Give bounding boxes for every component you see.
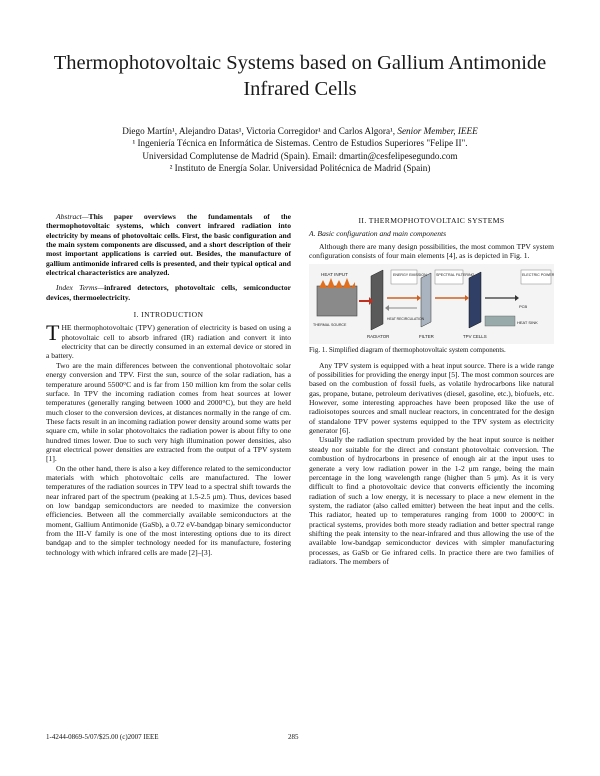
tpv-system-diagram (309, 264, 554, 344)
affiliation-1: ¹ Ingeniería Técnica en Informática de Sistemas. Centro de Estudios Superiores "Felipe II". (132, 138, 468, 149)
tpv-paragraph-2: Any TPV system is equipped with a heat input source. There is a wide range of possibilities for providing the energy input [5]. The most common sources are based on the combustion of fossil fuels, as volatile hydrocarbons like natural gas, propane, butane, petroleum derivatives (diesel, gasoline, etc.), biofuels, etc. However, some interesting approaches have been proposed like the use of radioisotopes sources and small nuclear reactors, in concentrated for the design of standalone TPV power systems equipped to the TPV system as electricity generator [6]. (309, 360, 554, 436)
label-electric-power: ELECTRIC POWER (522, 273, 554, 278)
label-energy-emission: ENERGY EMISSION (393, 273, 427, 278)
author-list: Diego Martín¹, Alejandro Datas¹, Victoria Corregidor¹ and Carlos Algora¹, (122, 126, 396, 136)
label-heat-sink: HEAT SINK (517, 320, 538, 326)
tpv-cell-plate (469, 272, 481, 328)
label-radiator: RADIATOR (367, 334, 390, 340)
figure-1 (309, 264, 554, 344)
index-terms-text: infrared detectors, photovoltaic cells, semiconductor devices, thermoelectricity. (46, 283, 292, 302)
intro-paragraph-3: On the other hand, there is also a key difference related to the semiconductor materials with which photovoltaic cells are manufactured. The lower temperatures of the radiation sources in TPV lead to a spectral shift towards the near infrared part of the spectrum (peaking at 1.5-2.5 μm). Thus, devices based on low bandgap semiconductors are needed to maximize the conversion efficiencies. Between all the commercially available semiconductors at the moment, Gallium Antimonide (GaSb), a 0.72 eV-bandgap binary semiconductor from the III-V family is one of the most interesting options due to its direct bandgap and to the simpler technology needed for its manufacture, fostering technology with which infrared cells are made [2]–[3]. (46, 463, 291, 557)
right-column (309, 212, 554, 566)
figure-1-caption: Fig. 1. Simplified diagram of thermophotovoltaic system components. (309, 346, 506, 355)
author-membership: Senior Member, IEEE (397, 126, 478, 136)
label-spectral-filtering: SPECTRAL FILTERING (436, 273, 475, 278)
thermal-source-block (317, 286, 357, 316)
page-number: 285 (288, 733, 299, 741)
left-column (46, 212, 291, 557)
author-names (30, 125, 570, 137)
intro-paragraph-2: Two are the main differences between the conventional photovoltaic solar energy conversion and TPV. First the sun, source of the solar radiation, has a temperature around 5500°C and is far from 150 million km from the solar cells surface. In TPV the incoming radiation comes from heat sources at lower temperatures (generally ranging between 1000 and 2000°C), but they are held much closer to the conversion devices, at distances normally in the range of cm. These facts result in an incoming radiation power density around some watts per square cm, while in solar photovoltaics the radiation power is about fifty to one hundred times lower. Due to such very high illumination power densities, also great electrical power densities are extracted from the output of a TPV system [1]. (46, 360, 291, 464)
footer-copyright: 1-4244-0869-5/07/$25.00 (c)2007 IEEE (46, 733, 159, 741)
intro-paragraph-1 (46, 320, 291, 361)
abstract-text: This paper overviews the fundamentals of the thermophotovoltaic systems, which convert infrared radiation into electricity by means of photovoltaic cells. First, the basic configuration and the main system components are discussed, and a short description of their most important applications is carried out. Besides, the manufacture of gallium antimonide infrared cells is presented, and their typical optical and electrical characteristics are analyzed. (46, 212, 291, 278)
affiliation-1-email: Universidad Complutense de Madrid (Spain). Email: dmartin@cesfelipesegundo.com (142, 150, 458, 161)
label-pcb: PCB (519, 304, 528, 310)
abstract (46, 212, 291, 277)
label-heat-input: HEAT INPUT (321, 272, 348, 278)
index-terms (46, 283, 291, 302)
index-terms-label: Index Terms— (56, 283, 105, 293)
radiator-plate (371, 270, 383, 330)
drop-cap: T (46, 320, 60, 346)
heat-sink-block (485, 316, 515, 326)
tpv-paragraph-1: Although there are many design possibilities, the most common TPV system configuration consists of four main elements [4], as is depicted in Fig. 1. (309, 241, 554, 261)
intro-paragraph-1-text: HE thermophotovoltaic (TPV) generation of electricity is based on using a photovoltaic cell to absorb infrared (IR) radiation and convert it into electricity that can be directly consumed in an external device or stored in a battery. (46, 323, 291, 361)
author-block (30, 125, 570, 174)
abstract-label: Abstract— (56, 212, 89, 221)
label-thermal-source: THERMAL SOURCE (313, 323, 347, 328)
tpv-paragraph-3: Usually the radiation spectrum provided by the heat input source is neither steady nor suitable for the direct and constant photovoltaic conversion. The combustion of hydrocarbons in presence of enough air at the input uses to generate a very low radiation power in the 1-2 μm range, being the main percentage in the long wavelength range (higher than 5 μm). As it is very difficult to find a photovoltaic device that converts efficiently the incoming radiation of such a low energy, it is necessary to place a new element in the system, the radiator (also called emitter) between the heat input and the cells. This radiator, heated up to temperatures ranging from 1000 to 2000°C in practical systems, provides both more steady radiation and better spectral range shifting the peak intensity to the near-infrared and thus allowing the use of the available low-bandgap semiconductor devices with simpler manufacturing processes, as GaSb or Ge infrared cells. In practice there are two families of radiators. The members of (309, 435, 554, 566)
label-tpv-cells: TPV CELLS (463, 334, 487, 340)
affiliation-2: ² Instituto de Energía Solar. Universidad Politécnica de Madrid (Spain) (169, 162, 431, 173)
subsection-heading: A. Basic configuration and main components (309, 229, 447, 239)
section-heading-introduction: I. INTRODUCTION (133, 310, 204, 320)
label-heat-recirculation: HEAT RECIRCULATION (387, 317, 425, 322)
label-filter: FILTER (419, 334, 434, 340)
section-heading-tpv-systems: II. THERMOPHOTOVOLTAIC SYSTEMS (358, 216, 505, 225)
paper-title: Thermophotovoltaic Systems based on Gallium Antimonide Infrared Cells (53, 52, 547, 100)
